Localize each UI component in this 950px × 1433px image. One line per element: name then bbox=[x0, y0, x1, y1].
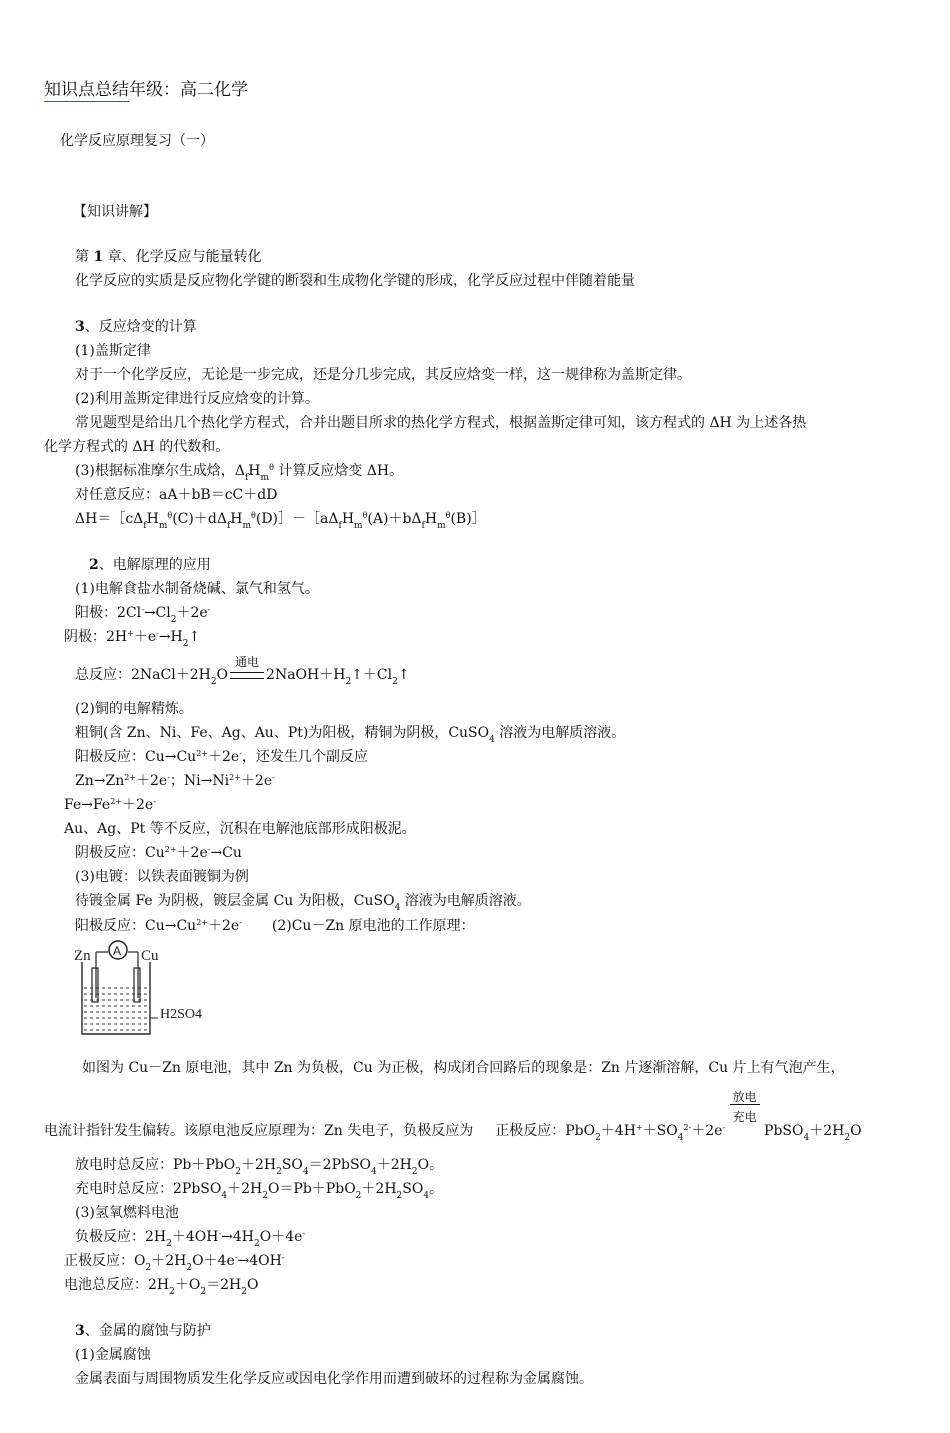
corrosion-text: 金属表面与周围物质发生化学反应或因电化学作用而遭到破坏的过程称为金属腐蚀。 bbox=[75, 1371, 593, 1387]
enthalpy-formula: $\Delta H=[c\Delta_fH_m^\theta(C)+d\Delta_fH_m^\theta(D)]-[a\Delta_fH_m^\theta(A)+b\Delta_fH_m^\theta(B)]$ bbox=[75, 511, 486, 531]
hess-law-text: 对于一个化学反应，无论是一步完成，还是分几步完成，其反应焓变一样，这一规律称为盖斯定律。 bbox=[75, 367, 691, 383]
fuel-cell-positive: 正极反应：$O_2+2H_2O+4e^-\to 4OH^-$ bbox=[64, 1253, 285, 1273]
formation-enthalpy-title: (3)根据标准摩尔生成焓，$\Delta_fH_m^\theta$ 计算反应焓变 ΔH。 bbox=[75, 463, 404, 483]
refining-anode: 阳极反应：$Cu\to Cu^{2+}+2e^-$，还发生几个副反应 bbox=[75, 749, 368, 765]
plating-title: (3)电镀：以铁表面镀铜为例 bbox=[75, 869, 249, 885]
section-heading: 3、反应焓变的计算 bbox=[75, 319, 197, 335]
discharge-charge-arrow: 放电 充电 bbox=[730, 1121, 760, 1141]
chapter-heading: 第 1 章、化学反应与能量转化 bbox=[75, 249, 262, 265]
electrolysis-heading: 2、电解原理的应用 bbox=[89, 557, 211, 573]
electrolyte-label: H2SO4 bbox=[160, 1007, 203, 1022]
refining-text: 粗铜(含 Zn、Ni、Fe、Ag、Au、Pt)为阳极，精铜为阴极，CuSO$_4$ 溶液为电解质溶液。 bbox=[75, 725, 626, 745]
section-marker: 【知识讲解】 bbox=[73, 204, 157, 220]
discharge-total: 放电时总反应：$Pb+PbO_2+2H_2SO_4=2PbSO_4+2H_2O$。 bbox=[75, 1157, 444, 1177]
hess-calc-title: (2)利用盖斯定律进行反应焓变的计算。 bbox=[75, 391, 319, 407]
charge-total: 充电时总反应：$2PbSO_4+2H_2O=Pb+PbO_2+2H_2SO_4$。 bbox=[75, 1181, 444, 1201]
cu-label: Cu bbox=[141, 948, 159, 964]
fuel-cell-total: 电池总反应：$2H_2+O_2=2H_2O$ bbox=[64, 1277, 259, 1297]
brine-title: (1)电解食盐水制备烧碱、氯气和氢气。 bbox=[75, 581, 319, 597]
page-title bbox=[44, 80, 248, 100]
fuel-cell-negative: 负极反应：$2H_2+4OH^-\to 4H_2O+4e^-$ bbox=[75, 1229, 306, 1249]
general-reaction: 对任意反应：aA＋bB＝cC＋dD bbox=[75, 487, 278, 503]
refining-cathode: 阴极反应：$Cu^{2+}+2e^-\to Cu$ bbox=[75, 845, 242, 861]
brine-total: 总反应：$2NaCl+2H_2O$ 通电 $2NaOH+H_2↑+Cl_2↑$ bbox=[75, 655, 410, 687]
hess-calc-text: 常见题型是给出几个热化学方程式，合并出题目所求的热化学方程式，根据盖斯定律可知，该方程式的 ΔH 为上述各热 bbox=[75, 415, 807, 431]
zn-label: Zn bbox=[74, 948, 91, 964]
cell-description-cont: 电流计指针发生偏转。该原电池反应原理为：Zn 失电子，负极反应为 正极反应：$PbO_2+4H^++SO_4^{2-}+2e^-$ 放电 充电 $PbSO_4+2H_2O$ bbox=[44, 1090, 862, 1143]
refining-side-2: $Fe\to Fe^{2+}+2e^-$ bbox=[64, 797, 156, 813]
galvanic-cell-diagram bbox=[72, 938, 212, 1038]
plating-text: 待镀金属 Fe 为阴极，镀层金属 Cu 为阳极，CuSO$_4$ 溶液为电解质溶液。 bbox=[75, 893, 531, 913]
chapter-intro: 化学反应的实质是反应物化学键的断裂和生成物化学键的形成，化学反应过程中伴随着能量 bbox=[75, 273, 635, 289]
hess-calc-text-cont: 化学方程式的 ΔH 的代数和。 bbox=[44, 439, 230, 455]
cu-electrode bbox=[134, 968, 140, 1002]
corrosion-heading: 3、金属的腐蚀与防护 bbox=[75, 1323, 211, 1339]
fuel-cell-title: (3)氢氧燃料电池 bbox=[75, 1205, 179, 1221]
refining-side-1: $Zn\to Zn^{2+}+2e^-$；$Ni\to Ni^{2+}+2e^-$ bbox=[75, 773, 275, 789]
zn-electrode bbox=[92, 968, 98, 1002]
corrosion-title: (1)金属腐蚀 bbox=[75, 1347, 151, 1363]
refining-mud: Au、Ag、Pt 等不反应，沉积在电解池底部形成阳极泥。 bbox=[64, 821, 416, 837]
plating-anode: 阳极反应：$Cu\to Cu^{2+}+2e^-$ (2)Cu－Zn 原电池的工作原理： bbox=[75, 918, 475, 934]
cell-description: 如图为 Cu－Zn 原电池，其中 Zn 为负极，Cu 为正极，构成闭合回路后的现象是：Zn 片逐渐溶解，Cu 片上有气泡产生， bbox=[82, 1060, 845, 1076]
refining-title: (2)铜的电解精炼。 bbox=[75, 701, 193, 717]
hess-law-title: (1)盖斯定律 bbox=[75, 343, 151, 359]
title-link[interactable]: 知识点总结 bbox=[44, 80, 129, 100]
subtitle: 化学反应原理复习（一） bbox=[60, 133, 214, 149]
brine-cathode: 阴极：$2H^++e^-\to H_2↑$ bbox=[64, 629, 201, 649]
ammeter-label: A bbox=[113, 944, 122, 958]
title-rest: 年级：高二化学 bbox=[129, 80, 248, 100]
brine-anode: 阳极：$2Cl^-\to Cl_2+2e^-$ bbox=[75, 605, 211, 625]
